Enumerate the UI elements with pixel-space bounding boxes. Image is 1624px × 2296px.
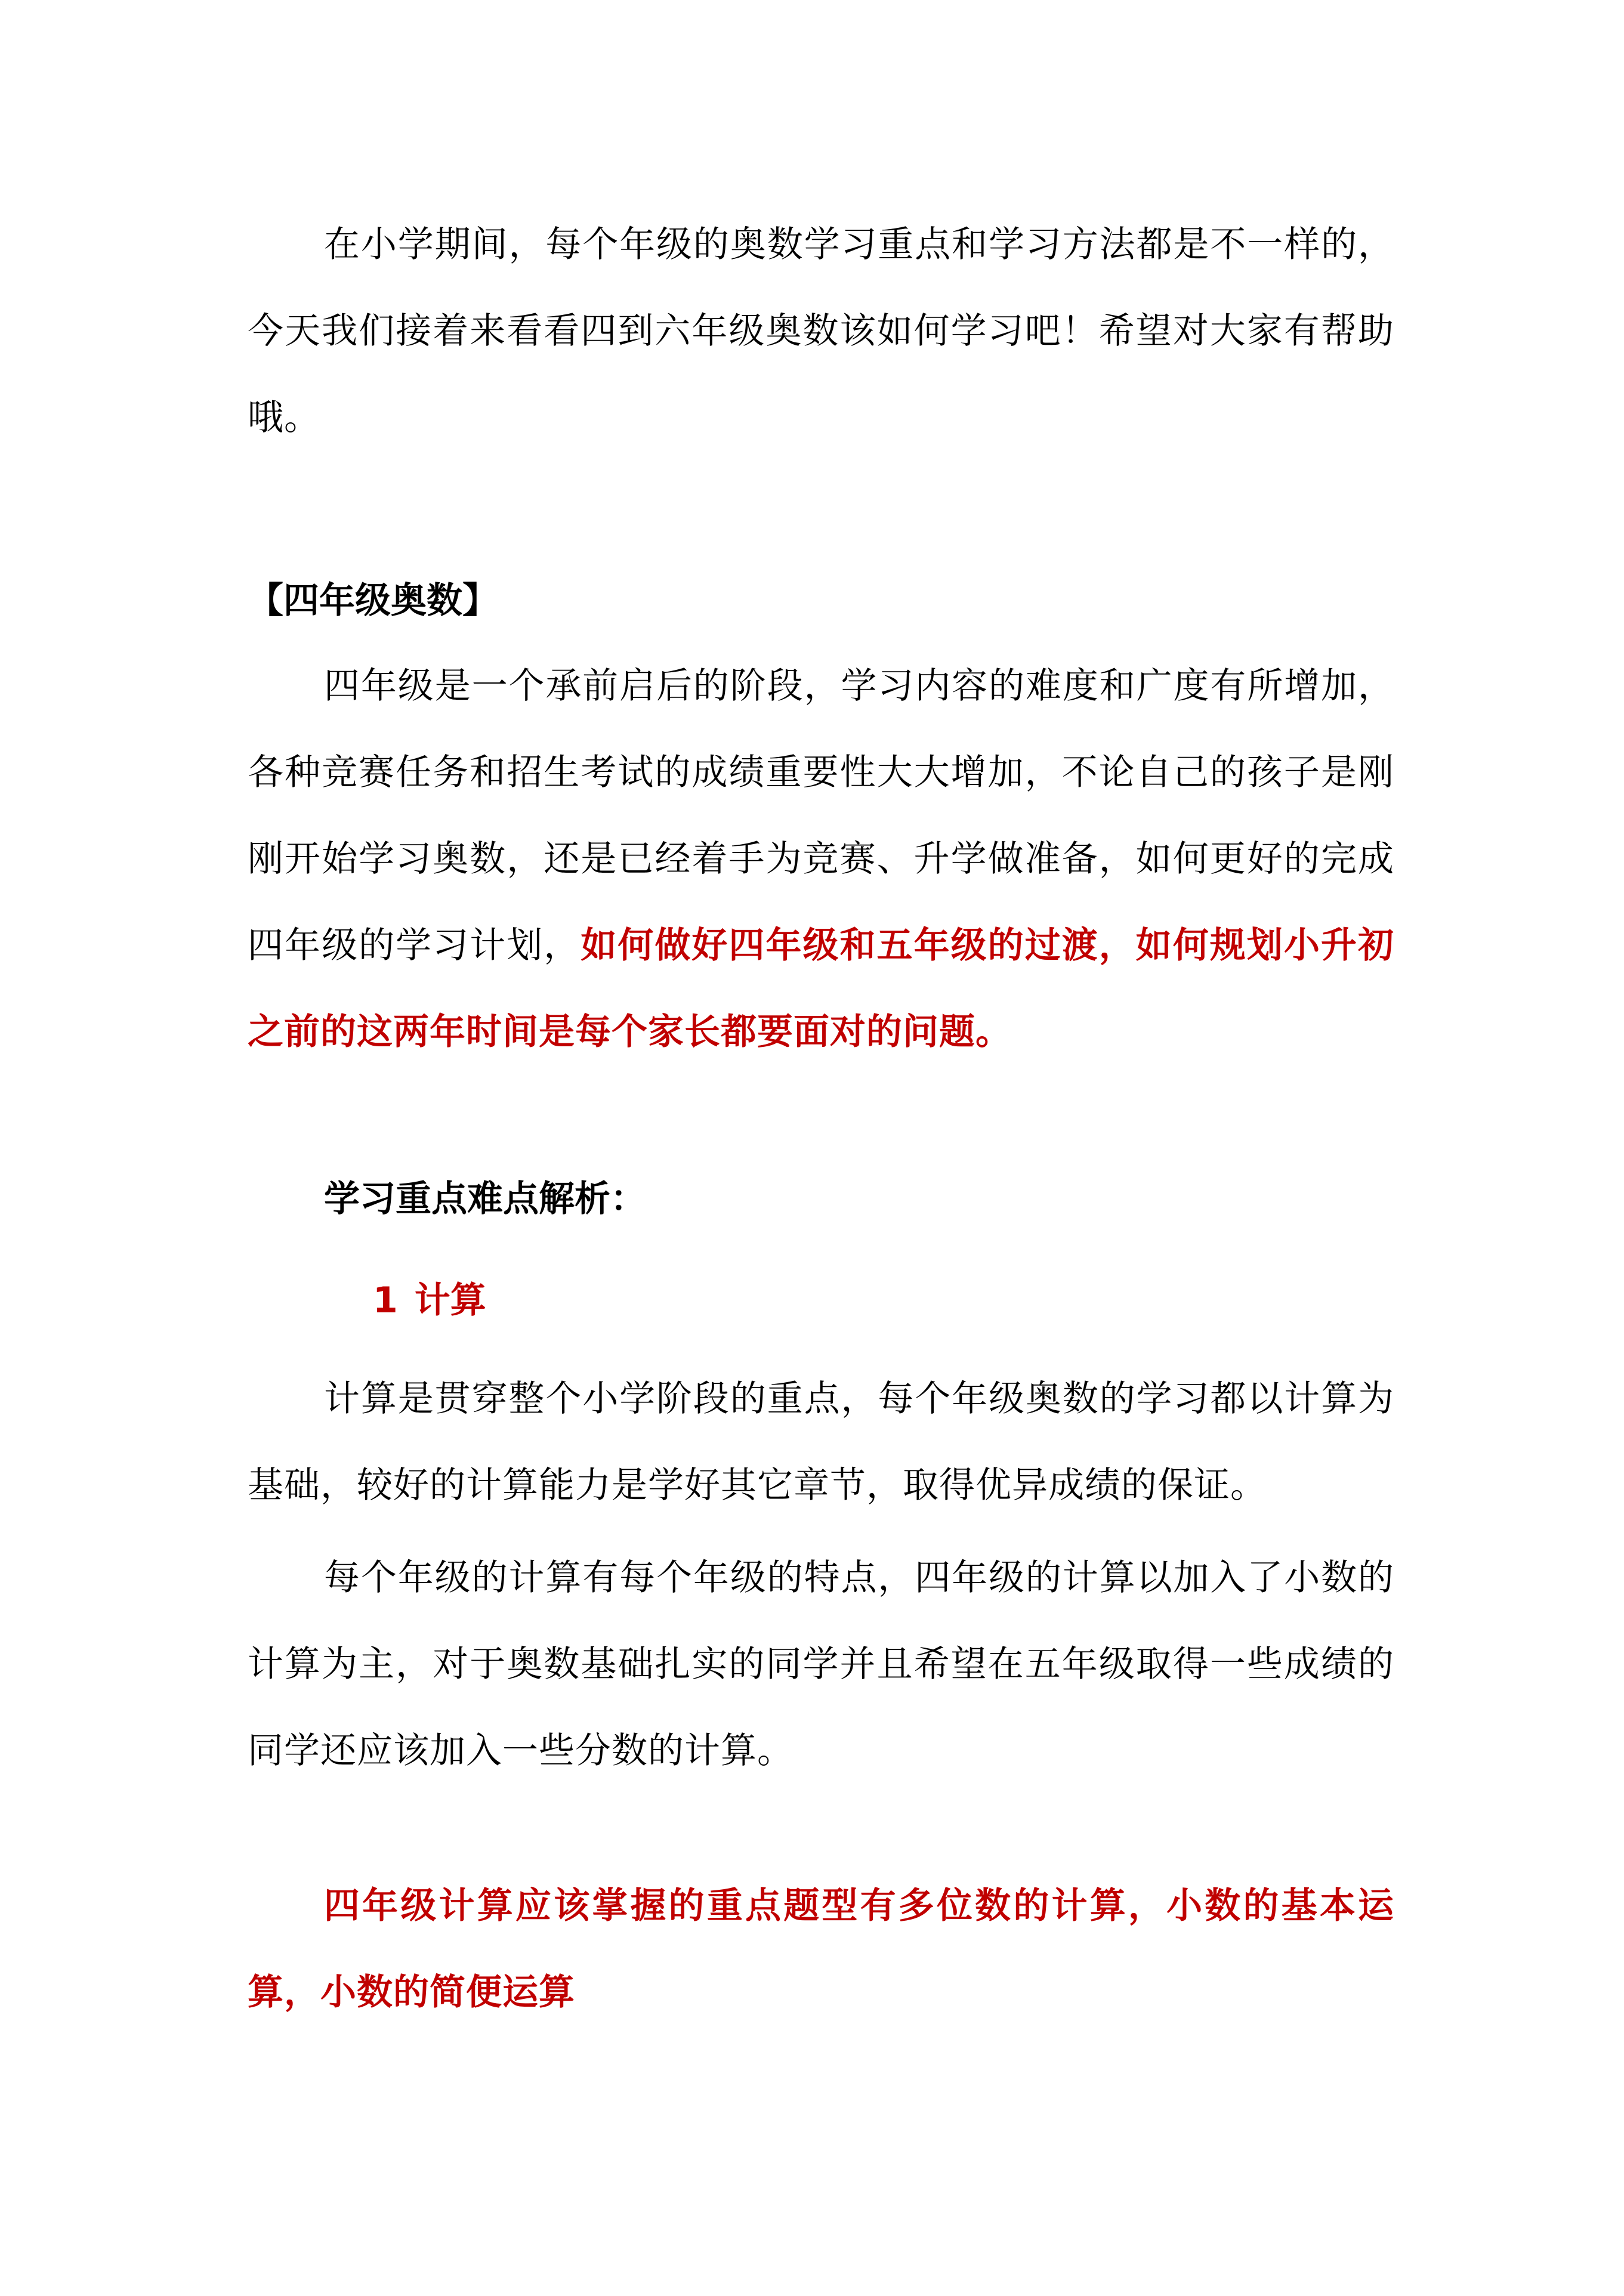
key-types-paragraph: 四年级计算应该掌握的重点题型有多位数的计算，小数的基本运算，小数的简便运算 xyxy=(248,1885,1394,2013)
topic-number: 1 xyxy=(373,1280,398,1321)
grade4-paragraph xyxy=(248,643,1394,1076)
topic-heading xyxy=(373,1257,486,1344)
calc-paragraph-1: 计算是贯穿整个小学阶段的重点，每个年级奥数的学习都以计算为基础，较好的计算能力是学好其它章节，取得优异成绩的保证。 xyxy=(248,1378,1394,1506)
calc-paragraph-2: 每个年级的计算有每个年级的特点，四年级的计算以加入了小数的计算为主，对于奥数基础扎实的同学并且希望在五年级取得一些成绩的同学还应该加入一些分数的计算。 xyxy=(248,1557,1394,1772)
grade4-paragraph-text: 四年级是一个承前启后的阶段，学习内容的难度和广度有所增加，各种竞赛任务和招生考试的成绩重要性大大增加，不论自己的孩子是刚刚开始学习奥数，还是已经着手为竞赛、升学做准备，如何更好的完成四年级的学习计划， xyxy=(248,665,1394,966)
analysis-heading: 学习重点难点解析： xyxy=(324,1178,646,1220)
grade4-highlight-text: 如何做好四年级和五年级的过渡，如何规划小升初之前的这两年时间是每个家长都要面对的问题。 xyxy=(248,925,1395,1053)
section-heading: 【四年级奥数】 xyxy=(248,580,498,622)
topic-title: 计算 xyxy=(414,1280,486,1321)
intro-paragraph: 在小学期间，每个年级的奥数学习重点和学习方法都是不一样的，今天我们接着来看看四到六年级奥数该如何学习吧！希望对大家有帮助哦。 xyxy=(248,224,1394,438)
